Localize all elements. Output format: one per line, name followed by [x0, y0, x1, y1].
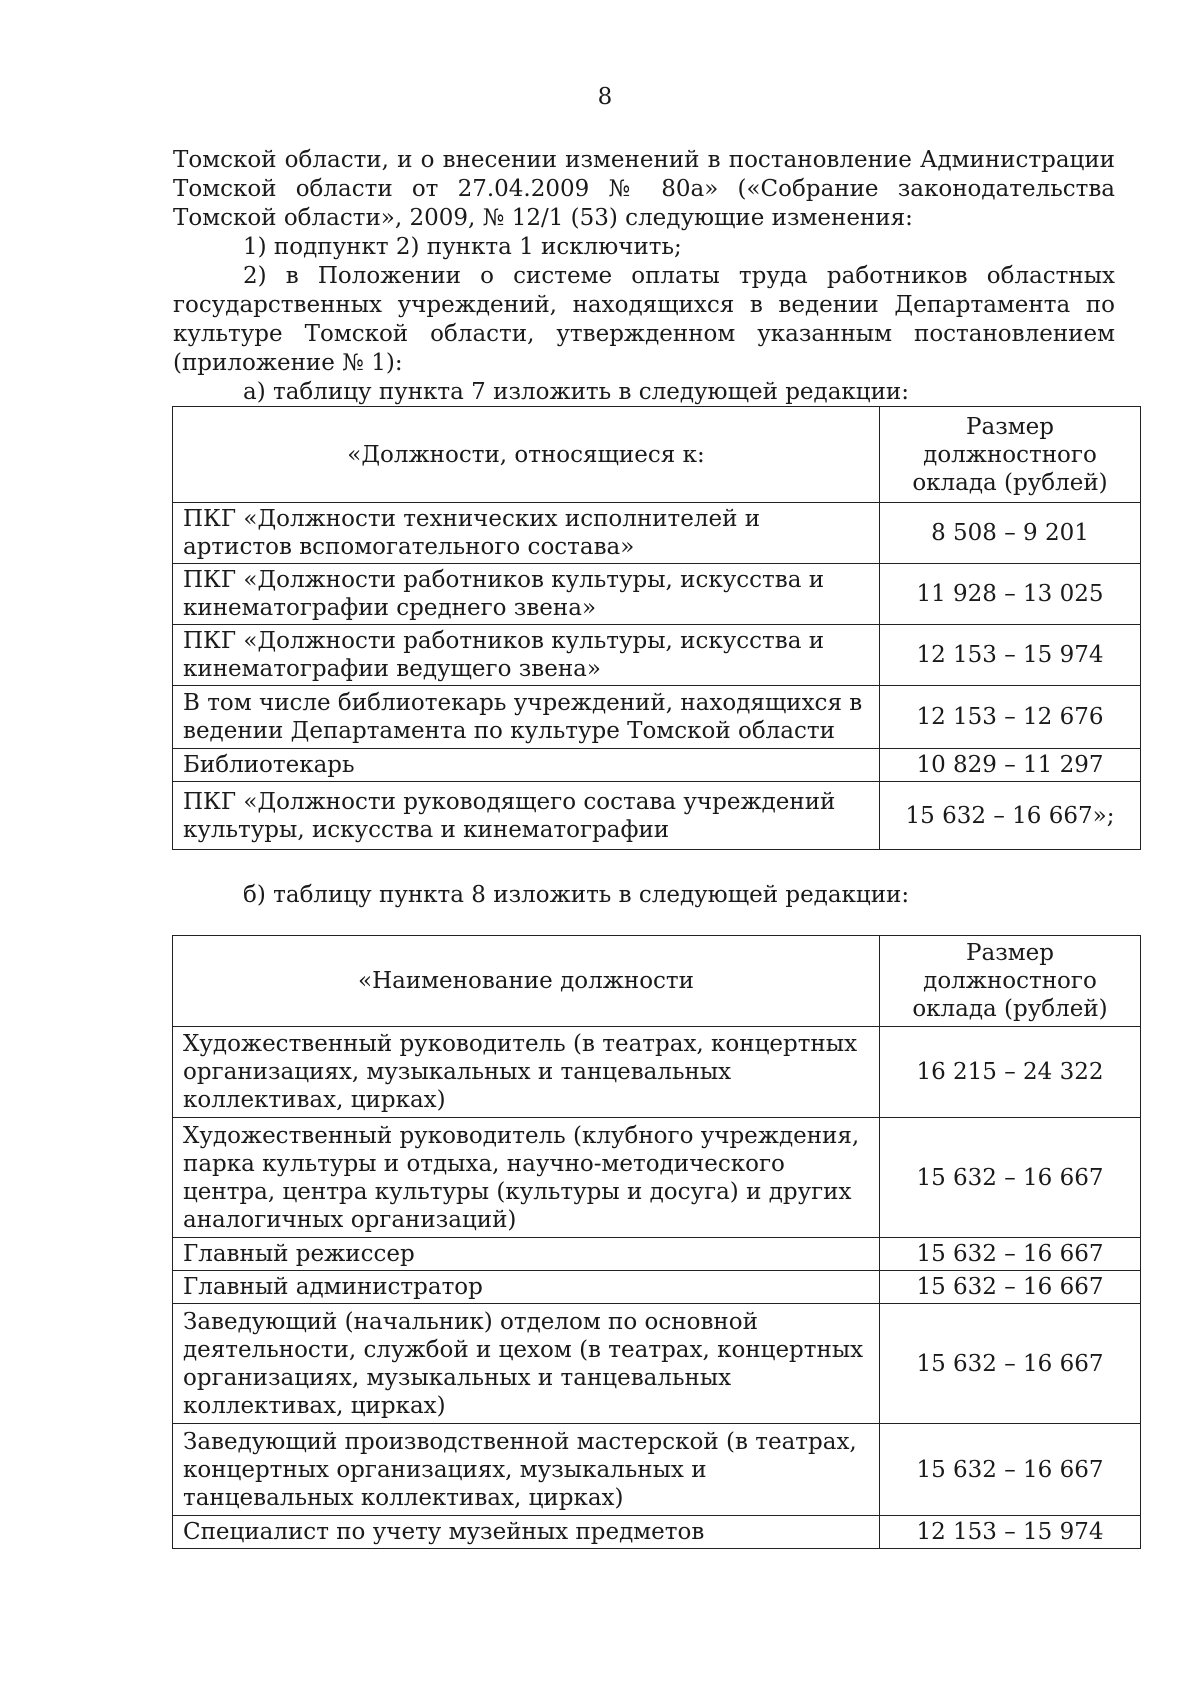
table-row — [173, 1424, 1141, 1516]
salary-cell: 15 632 – 16 667»; — [880, 782, 1141, 850]
table-row — [173, 749, 1141, 782]
table-row — [173, 1516, 1141, 1549]
table-header-salary: Размер должностного оклада (рублей) — [880, 407, 1141, 503]
position-cell: ПКГ «Должности работников культуры, искусства и кинематографии среднего звена» — [173, 564, 880, 625]
salary-cell: 15 632 – 16 667 — [880, 1118, 1141, 1238]
table-row — [173, 1118, 1141, 1238]
salary-cell: 15 632 – 16 667 — [880, 1271, 1141, 1304]
table-header-row — [173, 936, 1141, 1027]
position-cell: Художественный руководитель (клубного учреждения, парка культуры и отдыха, научно-методического центра, центра культуры (культуры и досуга) и других аналогичных организаций) — [173, 1118, 880, 1238]
salary-cell: 15 632 – 16 667 — [880, 1304, 1141, 1424]
table-row — [173, 1027, 1141, 1118]
table-row — [173, 782, 1141, 850]
table-header-position: «Наименование должности — [173, 936, 880, 1027]
position-cell: Библиотекарь — [173, 749, 880, 782]
salary-cell: 12 153 – 12 676 — [880, 686, 1141, 749]
table-row — [173, 1304, 1141, 1424]
salary-cell: 15 632 – 16 667 — [880, 1238, 1141, 1271]
position-cell: Заведующий (начальник) отделом по основной деятельности, службой и цехом (в театрах, концертных организациях, музыкальных и танцевальных коллективах, цирках) — [173, 1304, 880, 1424]
table-row — [173, 625, 1141, 686]
position-cell: Главный режиссер — [173, 1238, 880, 1271]
table-row — [173, 1238, 1141, 1271]
table-b-caption: б) таблицу пункта 8 изложить в следующей редакции: — [243, 882, 910, 908]
salary-cell: 12 153 – 15 974 — [880, 1516, 1141, 1549]
table-row — [173, 686, 1141, 749]
salary-cell: 16 215 – 24 322 — [880, 1027, 1141, 1118]
position-cell: Специалист по учету музейных предметов — [173, 1516, 880, 1549]
table-row — [173, 1271, 1141, 1304]
salary-cell: 12 153 – 15 974 — [880, 625, 1141, 686]
position-cell: Художественный руководитель (в театрах, концертных организациях, музыкальных и танцевальных коллективах, цирках) — [173, 1027, 880, 1118]
position-cell: ПКГ «Должности руководящего состава учреждений культуры, искусства и кинематографии — [173, 782, 880, 850]
table-header-row — [173, 407, 1141, 503]
salary-cell: 11 928 – 13 025 — [880, 564, 1141, 625]
page-number: 8 — [597, 84, 613, 110]
intro-paragraph-3: 2) в Положении о системе оплаты труда работников областных государственных учреждений, находящихся в ведении Департамента по культуре Томской области, утвержденном указанным постановлением (приложение № 1): — [173, 263, 1115, 376]
table-header-position: «Должности, относящиеся к: — [173, 407, 880, 503]
table-item-7 — [172, 406, 1141, 850]
position-cell: Заведующий производственной мастерской (в театрах, концертных организациях, музыкальных и танцевальных коллективах, цирках) — [173, 1424, 880, 1516]
table-item-8 — [172, 935, 1141, 1549]
table-b-caption-block — [173, 881, 1115, 910]
table-header-salary: Размер должностного оклада (рублей) — [880, 936, 1141, 1027]
position-cell: В том числе библиотекарь учреждений, находящихся в ведении Департамента по культуре Томской области — [173, 686, 880, 749]
intro-paragraph-4: а) таблицу пункта 7 изложить в следующей редакции: — [243, 379, 909, 405]
salary-cell: 10 829 – 11 297 — [880, 749, 1141, 782]
intro-paragraph-1: Томской области, и о внесении изменений в постановление Администрации Томской области от 27.04.2009 № 80а» («Собрание законодательства Томской области», 2009, № 12/1 (53) следующие изменения: — [173, 147, 1115, 231]
table-row — [173, 503, 1141, 564]
intro-text — [173, 146, 1115, 407]
position-cell: ПКГ «Должности работников культуры, искусства и кинематографии ведущего звена» — [173, 625, 880, 686]
table-row — [173, 564, 1141, 625]
salary-cell: 15 632 – 16 667 — [880, 1424, 1141, 1516]
intro-paragraph-2: 1) подпункт 2) пункта 1 исключить; — [243, 234, 682, 260]
salary-cell: 8 508 – 9 201 — [880, 503, 1141, 564]
position-cell: ПКГ «Должности технических исполнителей и артистов вспомогательного состава» — [173, 503, 880, 564]
position-cell: Главный администратор — [173, 1271, 880, 1304]
